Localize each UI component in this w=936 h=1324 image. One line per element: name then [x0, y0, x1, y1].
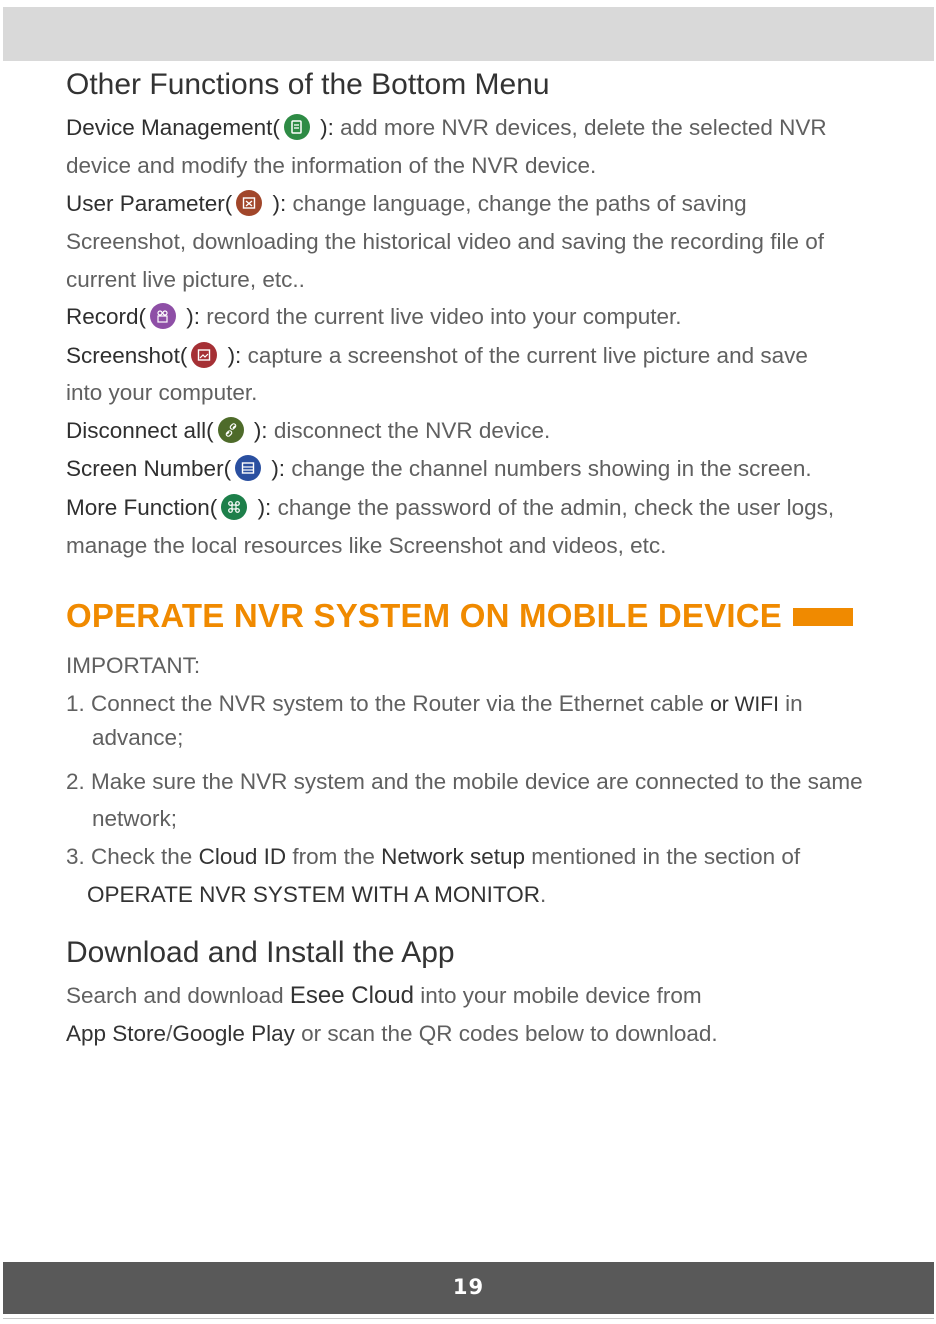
app-name-esee-cloud: Esee Cloud — [289, 982, 414, 1009]
header-bar — [3, 7, 934, 61]
record-icon — [150, 303, 176, 329]
download-line-2 — [66, 1019, 718, 1049]
screen-layout-icon — [235, 455, 261, 481]
important-label: IMPORTANT: — [66, 653, 201, 678]
screenshot-line-2: into your computer. — [66, 380, 258, 405]
user-parameter-desc: change language, change the paths of saving — [286, 191, 747, 216]
app-store-label: App Store — [66, 1021, 167, 1046]
mobile-section-title: OPERATE NVR SYSTEM ON MOBILE DEVICE — [66, 597, 782, 634]
disconnect-all-term: Disconnect all( — [66, 418, 214, 443]
screen-number-line-1 — [66, 454, 812, 484]
disconnect-all-close: ): — [247, 418, 268, 443]
more-function-line-2: manage the local resources like Screenshot and videos, etc. — [66, 533, 667, 558]
disconnect-all-line-1 — [66, 416, 550, 446]
more-function-term: More Function( — [66, 495, 218, 520]
screenshot-term: Screenshot( — [66, 343, 188, 368]
record-line-1 — [66, 302, 682, 332]
record-term: Record( — [66, 304, 147, 329]
item-3-section-ref: OPERATE NVR SYSTEM WITH A MONITOR — [87, 882, 540, 907]
more-function-line-1 — [66, 493, 834, 523]
section-heading-bottom-menu: Other Functions of the Bottom Menu — [66, 68, 550, 101]
record-close: ): — [180, 304, 201, 329]
device-management-line-1 — [66, 113, 827, 143]
item-1-text-a: 1. Connect the NVR system to the Router via the Ethernet cable — [66, 691, 711, 716]
store-separator: / — [166, 1021, 173, 1046]
item-1-text-c: in — [778, 691, 803, 716]
screenshot-line-1 — [66, 341, 808, 371]
important-item-3 — [66, 842, 800, 872]
item-3-text-a: 3. Check the — [66, 844, 199, 869]
more-function-desc: change the password of the admin, check the user logs, — [271, 495, 835, 520]
item-3-text-c: from the — [286, 844, 382, 869]
important-item-2: 2. Make sure the NVR system and the mobile device are connected to the same — [66, 769, 863, 794]
disconnect-link-icon — [218, 417, 244, 443]
download-text-d: or scan the QR codes below to download. — [294, 1021, 718, 1046]
important-item-3-line-2 — [87, 880, 546, 910]
footer-divider — [3, 1318, 934, 1319]
screen-number-desc: change the channel numbers showing in the screen. — [285, 456, 812, 481]
device-management-term: Device Management( — [66, 115, 280, 140]
section-heading-download: Download and Install the App — [66, 936, 455, 969]
item-3-text-e: mentioned in the section of — [524, 844, 801, 869]
download-line-1 — [66, 981, 702, 1011]
record-desc: record the current live video into your computer. — [200, 304, 682, 329]
screenshot-desc: capture a screenshot of the current live picture and save — [241, 343, 808, 368]
user-parameter-close: ): — [266, 191, 287, 216]
screenshot-icon — [191, 342, 217, 368]
screen-number-term: Screen Number( — [66, 456, 232, 481]
user-parameter-line-2: Screenshot, downloading the historical video and saving the recording file of — [66, 229, 824, 254]
user-parameter-term: User Parameter( — [66, 191, 233, 216]
device-management-desc: add more NVR devices, delete the selected NVR — [333, 115, 827, 140]
download-text-c: into your mobile device from — [414, 983, 702, 1008]
important-item-1-line-2: advance; — [92, 725, 184, 750]
disconnect-all-desc: disconnect the NVR device. — [267, 418, 551, 443]
item-3-network-setup: Network setup — [381, 844, 525, 869]
screen-number-close: ): — [265, 456, 286, 481]
screenshot-close: ): — [221, 343, 242, 368]
user-parameter-line-1 — [66, 189, 747, 219]
accent-bar — [793, 608, 853, 626]
command-icon — [221, 494, 247, 520]
user-parameter-line-3: current live picture, etc.. — [66, 267, 305, 292]
user-parameter-icon — [236, 190, 262, 216]
device-management-icon — [284, 114, 310, 140]
google-play-label: Google Play — [172, 1021, 295, 1046]
device-management-close: ): — [313, 115, 334, 140]
item-3-cloud-id: Cloud ID — [198, 844, 287, 869]
item-3-period: . — [539, 882, 547, 907]
important-item-2-line-2: network; — [92, 806, 178, 831]
important-item-1 — [66, 689, 803, 720]
footer-bar — [3, 1262, 934, 1314]
device-management-line-2: device and modify the information of the NVR device. — [66, 153, 597, 178]
more-function-close: ): — [251, 495, 272, 520]
item-1-wifi: or WIFI — [710, 693, 779, 716]
page-number: 19 — [452, 1275, 485, 1299]
download-text-a: Search and download — [66, 983, 290, 1008]
